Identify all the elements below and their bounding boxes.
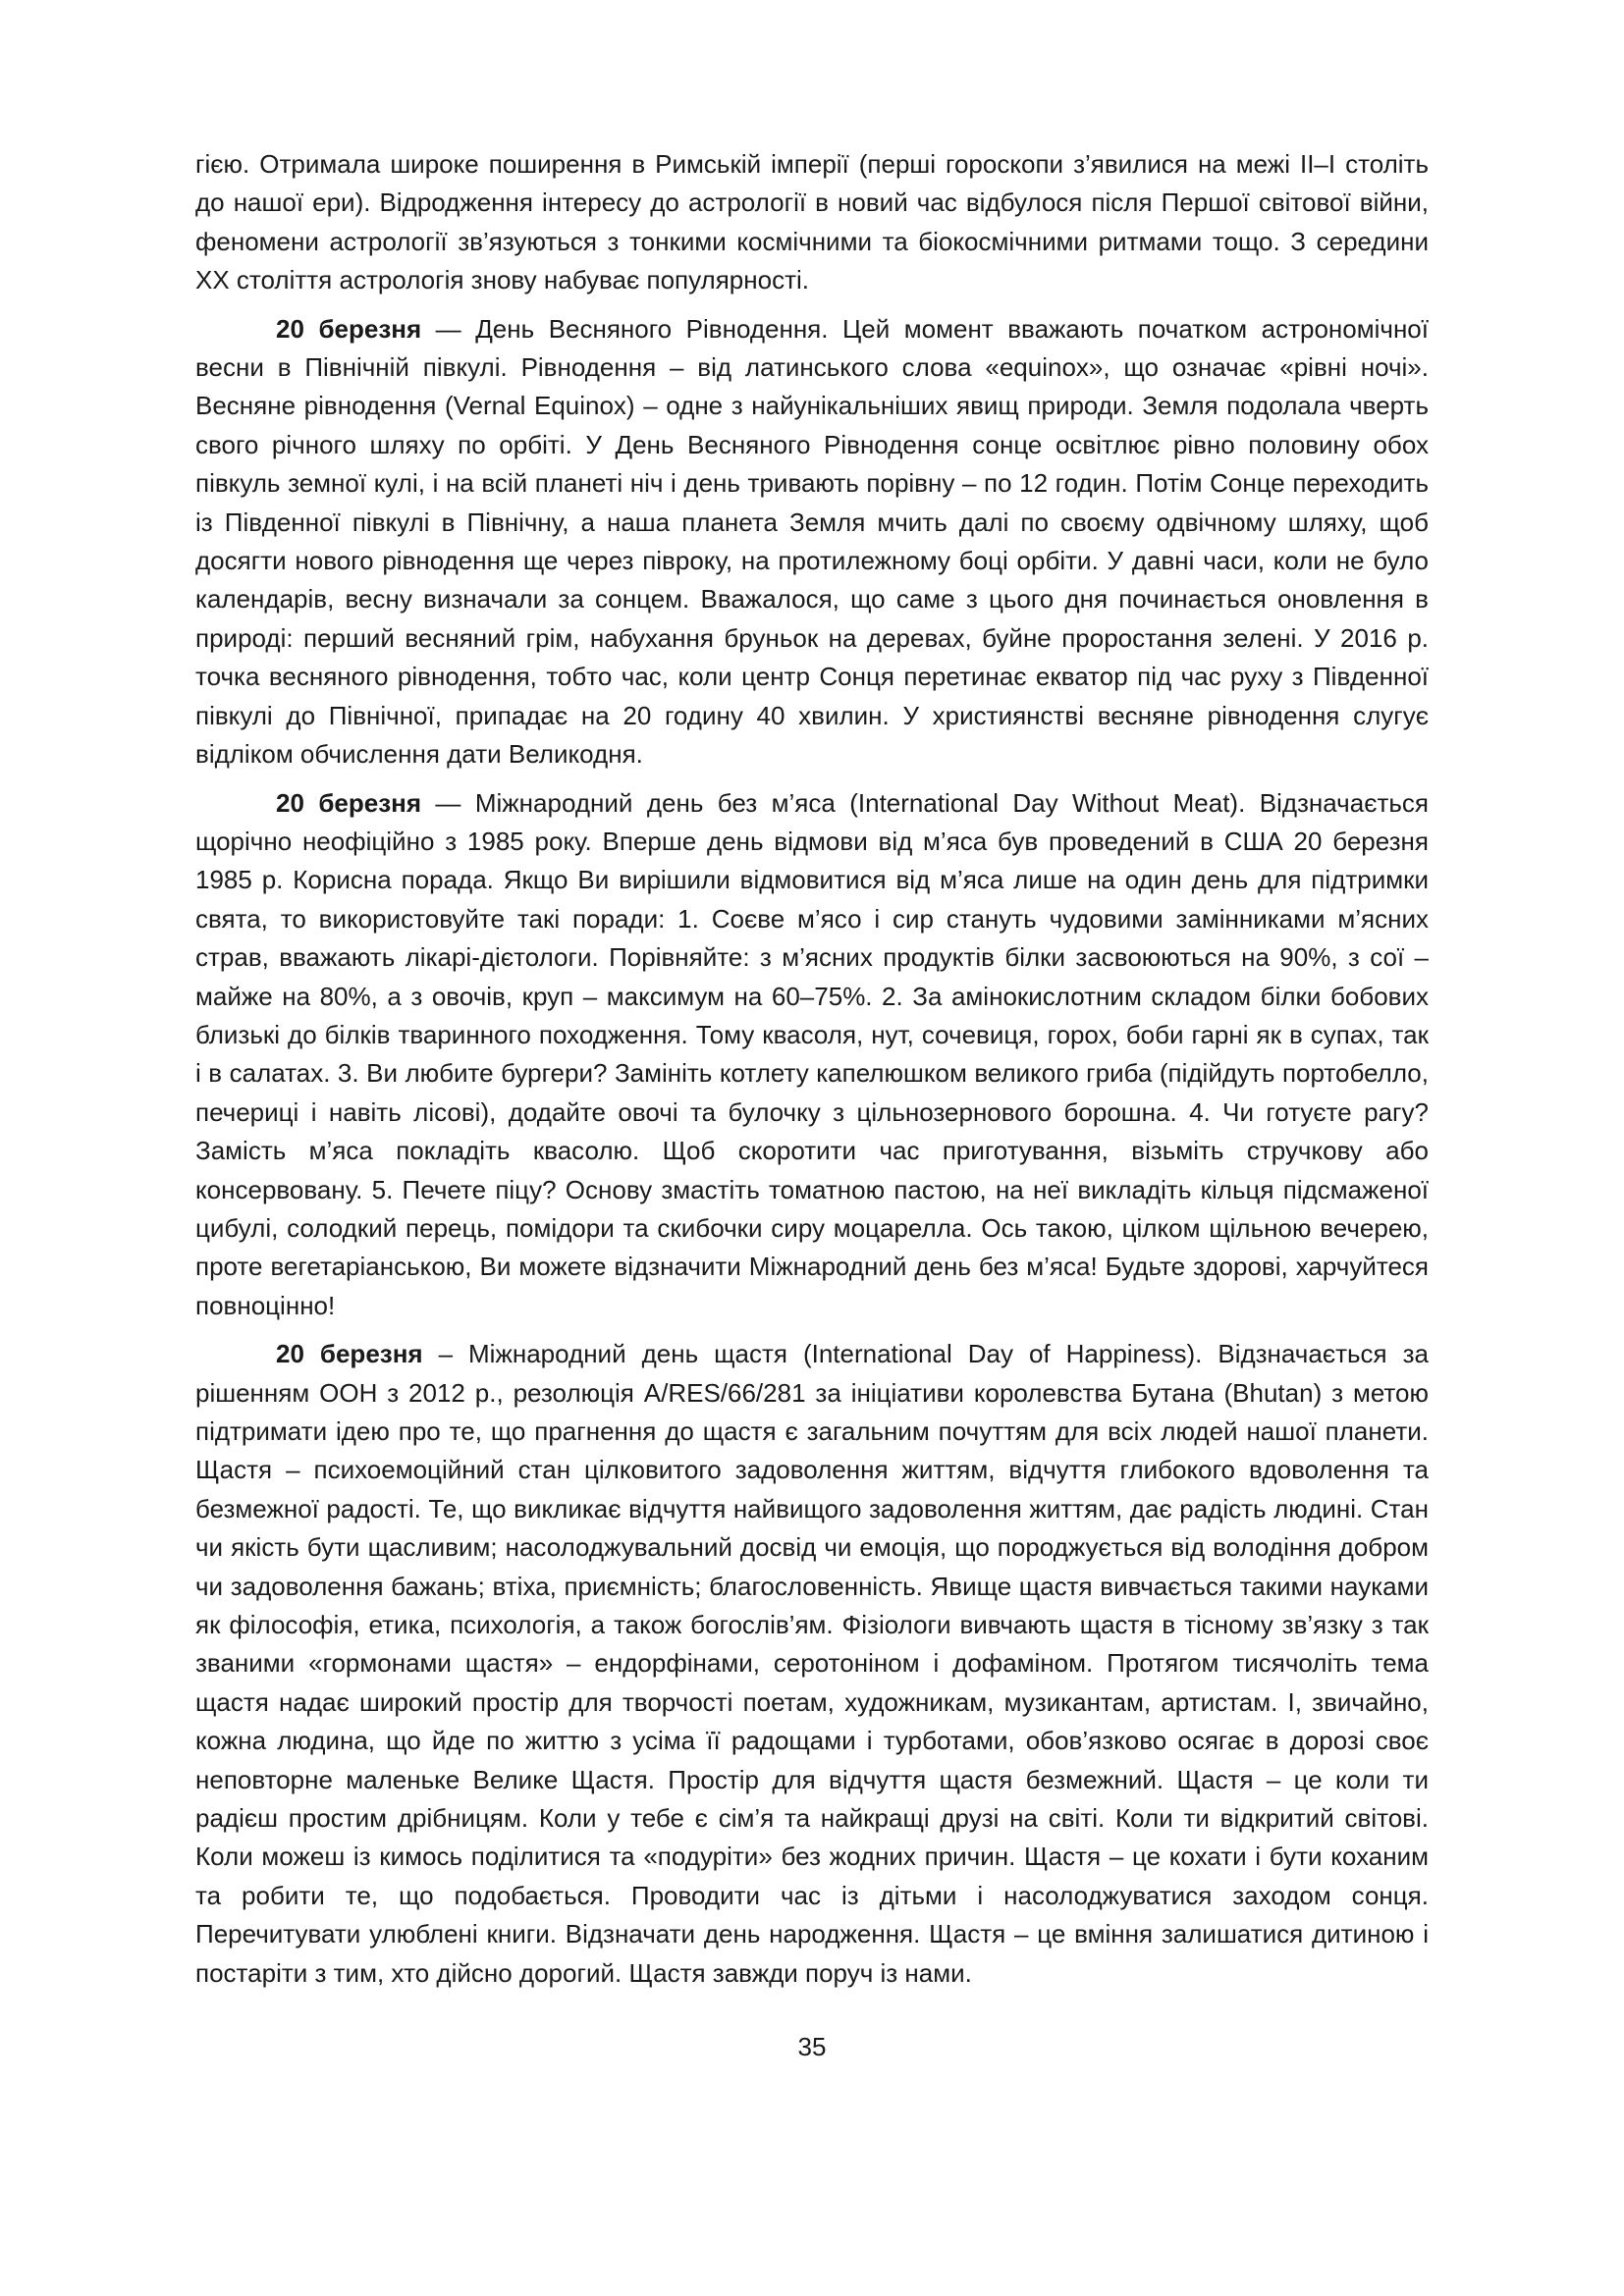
- entry-text: – Міжнародний день щастя (International Day of Happiness). Відзначається за рішенням ООН з 2012 р., резолюція A/RES/66/281 за ініціативи королевства Бутана (Bhutan) з метою підтримати ідею про те, що прагнення до щастя є загальним почуттям для всіх людей нашої планети. Щастя – психоемоційний стан цілковитого задоволення життям, відчуття глибокого вдоволення та безмежної радості. Те, що викликає відчуття найвищого задоволення життям, дає радість людині. Стан чи якість бути щасливим; насолоджувальний досвід чи емоція, що породжується від володіння добром чи задоволення бажань; втіха, приємність; благословенність. Явище щастя вивчається такими науками як філософія, етика, психологія, а також богослів’ям. Фізіологи вивчають щастя в тісному зв’язку з так званими «гормонами щастя» – ендорфінами, серотоніном і дофаміном. Протягом тисячоліть тема щастя надає широкий простір для творчості поетам, художникам, музикантам, артистам. І, звичайно, кожна людина, що йде по життю з усіма її радощами і турботами, обов’язково осягає в дорозі своє неповторне маленьке Велике Щастя. Простір для відчуття щастя безмежний. Щастя – це коли ти радієш простим дрібницям. Коли у тебе є сім’я та найкращі друзі на світі. Коли ти відкритий світові. Коли можеш із кимось поділитися та «подуріти» без жодних причин. Щастя – це кохати і бути коханим та робити те, що подобається. Проводити час із дітьми і насолоджуватися заходом сонця. Перечитувати улюблені книги. Відзначати день народження. Щастя – це вміння залишатися дитиною і постаріти з тим, хто дійсно дорогий. Щастя завжди поруч із нами.: [195, 1339, 1429, 1988]
- entry-text: — День Весняного Рівнодення. Цей момент вважають початком астрономічної весни в Північній півкулі. Рівнодення – від латинського слова «equinox», що означає «рівні ночі». Весняне рівнодення (Vernal Equinox) – одне з найунікальніших явищ природи. Земля подолала чверть свого річного шляху по орбіті. У День Весняного Рівнодення сонце освітлює рівно половину обох півкуль земної кулі, і на всій планеті ніч і день тривають порівну – по 12 годин. Потім Сонце переходить із Південної півкулі в Північну, а наша планета Земля мчить далі по своєму одвічному шляху, щоб досягти нового рівнодення ще через півроку, на протилежному боці орбіти. У давні часи, коли не було календарів, весну визначали за сонцем. Вважалося, що саме з цього дня починається оновлення в природі: перший весняний грім, набухання бруньок на деревах, буйне проростання зелені. У 2016 р. точка весняного рівнодення, тобто час, коли центр Сонця перетинає екватор під час руху з Південної півкулі до Північної, припадає на 20 годину 40 хвилин. У християнстві весняне рівнодення слугує відліком обчислення дати Великодня.: [195, 313, 1429, 770]
- entry-day-of-happiness: [195, 1335, 1429, 1993]
- body-text: [195, 145, 1429, 2002]
- entry-day-without-meat: [195, 784, 1429, 1326]
- entry-date: 20 березня: [276, 313, 422, 344]
- entry-equinox: [195, 310, 1429, 774]
- page-number: 35: [797, 2032, 827, 2061]
- entry-date: 20 березня: [276, 787, 421, 818]
- entry-text: — Міжнародний день без м’яса (International Day Without Meat). Відзначається щорічно неофіційно з 1985 року. Вперше день відмови від м’яса був проведений в США 20 березня 1985 р. Корисна порада. Якщо Ви вирішили відмовитися від м’яса лише на один день для підтримки свята, то використовуйте такі поради: 1. Соєве м’ясо і сир стануть чудовими замінниками м’ясних страв, вважають лікарі-дієтологи. Порівняйте: з м’ясних продуктів білки засвоюються на 90%, з сої – майже на 80%, а з овочів, круп – максимум на 60–75%. 2. За амінокислотним складом білки бобових близькі до білків тваринного походження. Тому квасоля, нут, сочевиця, горох, боби гарні як в супах, так і в салатах. 3. Ви любите бургери? Замініть котлету капелюшком великого гриба (підійдуть портобелло, печериці і навіть лісові), додайте овочі та булочку з цільнозернового борошна. 4. Чи готуєте рагу? Замість м’яса покладіть квасолю. Щоб скоротити час приготування, візьміть стручкову або консервовану. 5. Печете піцу? Основу змастіть томатною пастою, на неї викладіть кільця підсмаженої цибулі, солодкий перець, помідори та скибочки сиру моцарелла. Ось такою, цілком щільною вечерею, проте вегетаріанською, Ви можете відзначити Міжнародний день без м’яса! Будьте здорові, харчуйтеся повноцінно!: [195, 787, 1429, 1320]
- intro-paragraph: гією. Отримала широке поширення в Римській імперії (перші гороскопи з’явилися на межі ІІ–І століть до нашої ери). Відродження інтересу до астрології в новий час відбулося після Першої світової війни, феномени астрології зв’язуються з тонкими космічними та біокосмічними ритмами тощо. З середини XX століття астрологія знову набуває популярності.: [195, 149, 1429, 295]
- entry-date: 20 березня: [276, 1339, 423, 1369]
